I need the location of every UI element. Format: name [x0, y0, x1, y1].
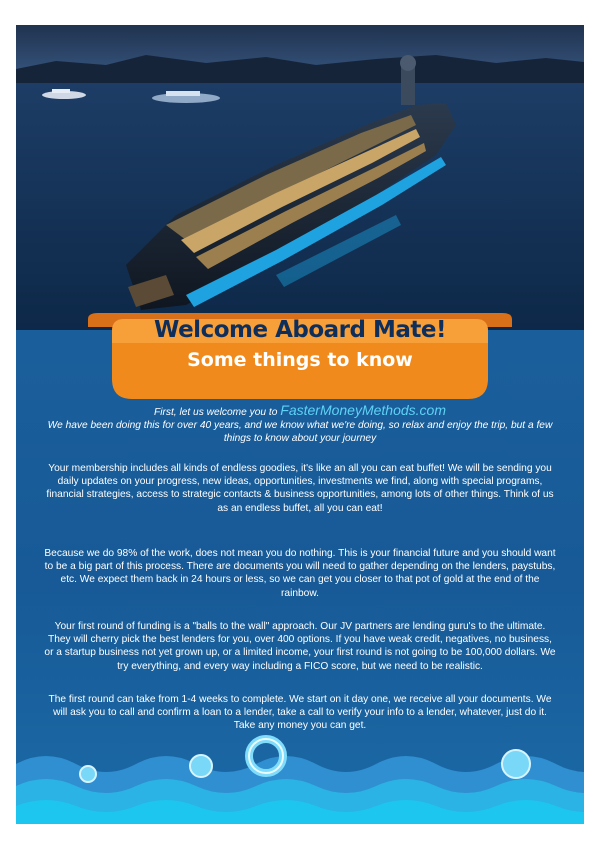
intro-prefix: First, let us welcome you to: [153, 407, 278, 418]
wave-footer: [16, 734, 584, 824]
flyer-page: [16, 25, 584, 824]
timeline-paragraph: The first round can take from 1-4 weeks to complete. We start on it day one, we receive all your documents. We will ask you to call and confirm a loan to a lender, take a call to verify your info to a lender, whatever, just do it. Take any money you can get.: [48, 694, 552, 732]
yacht-photo: [16, 25, 584, 330]
site-name: FasterMoneyMethods.com: [280, 402, 446, 418]
funding-paragraph: Your first round of funding is a "balls to the wall" approach. Our JV partners are lending guru's to the ultimate. They will cherry pick the best lenders for you, over 400 options. If you have weak credit, negatives, no business, or a startup business not yet grown up, or a limited income, your first round is not going to be 100,000 dollars. We try everything, and every way including a FICO score, but we need to be realistic.: [44, 621, 556, 672]
intro-text: [44, 404, 556, 446]
membership-paragraph: Your membership includes all kinds of endless goodies, it's like an all you can eat buffet! We will be sending you daily updates on your progress, new ideas, opportunities, investments we find, along with special programs, financial strategies, access to strategic contacts & business opportunities, among lots of other things. Think of us as an endless buffet, all you can eat!: [46, 463, 554, 514]
banner-title: Welcome Aboard Mate!: [154, 317, 446, 343]
intro-line2: We have been doing this for over 40 years, and we know what we're doing, so relax and enjoy the trip, but a few things to know about your journey: [47, 420, 553, 445]
documents-paragraph: Because we do 98% of the work, does not mean you do nothing. This is your financial future and you should want to be a big part of this process. There are documents you will need to gather depending on the lenders, paystubs, etc. We expect them back in 24 hours or less, so we can get you closer to that pot of gold at the end of the rainbow.: [44, 548, 556, 599]
banner-subtitle: Some things to know: [187, 349, 413, 371]
